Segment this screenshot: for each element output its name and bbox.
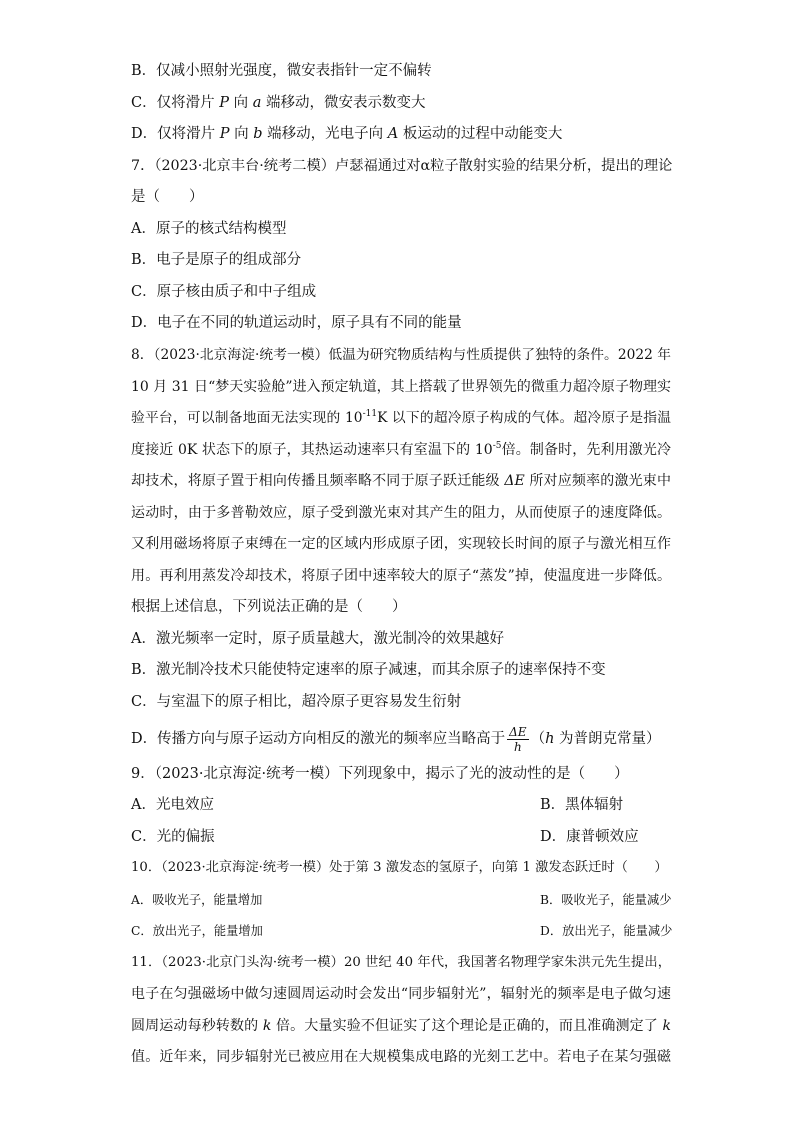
q10-option-d: D．放出光子，能量减少 — [540, 924, 673, 938]
q8-option-c: C．与室温下的原子相比，超冷原子更容易发生衍射 — [131, 694, 462, 710]
q10-option-c: C．放出光子，能量增加 — [131, 924, 263, 938]
q9-option-b: B．黑体辐射 — [540, 797, 624, 813]
q9-options-row2 — [131, 827, 671, 847]
q8-line6: 运动时，由于多普勒效应，原子受到激光束对其产生的阻力，从而使原子的速度降低。 — [131, 505, 671, 521]
q8-line5: 却技术，将原子置于相向传播且频率略不同于原子跃迁能级 ΔE 所对应频率的激光束中 — [131, 473, 671, 489]
q8-line3: 验平台，可以制备地面无法实现的 $10^{-11}K$ 以下的超冷原子构成的气体。超冷原子是指温 — [131, 409, 671, 426]
q8-line8: 用。再利用蒸发冷却技术，将原子团中速率较大的原子“蒸发”掉，使温度进一步降低。 — [131, 568, 671, 584]
q7-option-a: A．原子的核式结构模型 — [131, 221, 287, 237]
q8-line9: 根据上述信息，下列说法正确的是（ ） — [131, 599, 407, 615]
q9-options-row1 — [131, 795, 671, 815]
q10-options-row1 — [131, 890, 671, 910]
q9-option-d: D．康普顿效应 — [540, 829, 639, 845]
q11-line1: 11．（2023·北京门头沟·统考一模）20 世纪 40 年代，我国著名物理学家朱洪元先生提出， — [131, 955, 671, 970]
q7-stem-line2: 是（ ） — [131, 189, 204, 205]
q8-option-d: D．传播方向与原子运动方向相反的激光的频率应当略高于 $\frac{\Delta E}{h}$ （h 为普朗克常量） — [131, 724, 661, 754]
q9-option-c: C．光的偏振 — [131, 829, 215, 845]
q7-option-d: D．电子在不同的轨道运动时，原子具有不同的能量 — [131, 315, 462, 331]
q8-line7: 又利用磁场将原子束缚在一定的区域内形成原子团，实现较长时间的原子与激光相互作 — [131, 536, 671, 552]
q8-line2: 10 月 31 日“梦天实验舱”进入预定轨道，其上搭载了世界领先的微重力超冷原子物理实 — [131, 379, 671, 395]
q9-stem: 9．（2023·北京海淀·统考一模）下列现象中，揭示了光的波动性的是（ ） — [131, 766, 629, 782]
q8-line4: 度接近 0K 状态下的原子，其热运动速率只有室温下的 $10^{-5}$倍。制备时，先利用激光冷 — [131, 441, 672, 458]
q9-option-a: A．光电效应 — [131, 797, 214, 813]
q8-line1: 8．（2023·北京海淀·统考一模）低温为研究物质结构与性质提供了独特的条件。2022 年 — [131, 347, 671, 363]
q6-option-c: C．仅将滑片 P 向 a 端移动，微安表示数变大 — [131, 95, 426, 111]
q8-option-a: A．激光频率一定时，原子质量越大，激光制冷的效果越好 — [131, 631, 504, 647]
q7-option-c: C．原子核由质子和中子组成 — [131, 284, 317, 300]
q11-line3: 圆周运动每秒转数的 k 倍。大量实验不但证实了这个理论是正确的，而且准确测定了 k — [131, 1018, 671, 1034]
q10-option-b: B．吸收光子，能量减少 — [540, 893, 672, 907]
q7-stem-line1: 7．（2023·北京丰台·统考二模）卢瑟福通过对α粒子散射实验的结果分析，提出的理论 — [131, 158, 673, 174]
q10-options-row2 — [131, 921, 671, 941]
q10-stem: 10．（2023·北京海淀·统考一模）处于第 3 激发态的氢原子，向第 1 激发态跃迁时（ ） — [131, 860, 668, 875]
q11-line2: 电子在匀强磁场中做匀速圆周运动时会发出“同步辐射光”，辐射光的频率是电子做匀速 — [131, 986, 671, 1002]
q11-line4: 值。近年来，同步辐射光已被应用在大规模集成电路的光刻工艺中。若电子在某匀强磁 — [131, 1049, 671, 1065]
q8-option-b: B．激光制冷技术只能使特定速率的原子减速，而其余原子的速率保持不变 — [131, 662, 606, 678]
q6-option-d: D．仅将滑片 P 向 b 端移动，光电子向 A 板运动的过程中动能变大 — [131, 126, 563, 142]
delta-e-over-h-fraction: $\frac{\Delta E}{h}$ — [509, 724, 527, 754]
q6-option-b: B．仅减小照射光强度，微安表指针一定不偏转 — [131, 63, 432, 79]
q7-option-b: B．电子是原子的组成部分 — [131, 252, 302, 268]
q10-option-a: A．吸收光子，能量增加 — [131, 893, 263, 907]
